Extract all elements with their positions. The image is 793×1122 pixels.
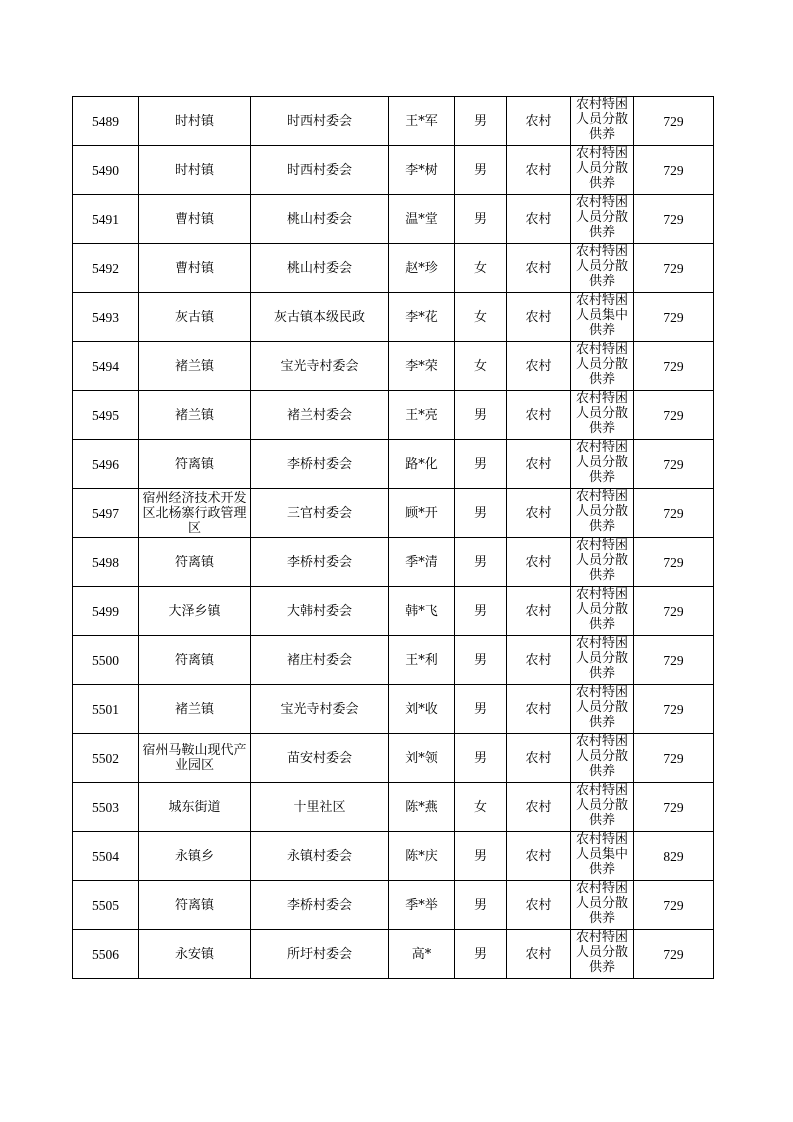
village-cell: 李桥村委会 (251, 440, 389, 489)
support-category-cell (571, 832, 634, 881)
town-cell (139, 538, 251, 587)
gender-cell: 男 (455, 489, 507, 538)
amount-cell: 729 (634, 195, 714, 244)
person-name-cell: 刘*领 (389, 734, 455, 783)
village-cell: 褚庄村委会 (251, 636, 389, 685)
person-name-cell: 李*荣 (389, 342, 455, 391)
person-name-cell: 李*树 (389, 146, 455, 195)
support-category-cell (571, 146, 634, 195)
town-cell (139, 734, 251, 783)
person-name-cell: 路*化 (389, 440, 455, 489)
gender-cell: 男 (455, 146, 507, 195)
town-cell (139, 391, 251, 440)
gender-cell: 男 (455, 734, 507, 783)
gender-cell: 男 (455, 832, 507, 881)
town-cell-text: 城东街道 (168, 799, 221, 815)
town-cell (139, 342, 251, 391)
support-category-cell (571, 734, 634, 783)
row-number-cell: 5501 (73, 685, 139, 734)
amount-cell: 729 (634, 97, 714, 146)
support-category-cell (571, 244, 634, 293)
table-row (73, 881, 714, 930)
support-category-cell (571, 342, 634, 391)
table-row (73, 391, 714, 440)
support-category-cell-text: 农村特困人员分散供养 (575, 97, 628, 142)
table-row (73, 734, 714, 783)
area-type-cell: 农村 (507, 440, 571, 489)
amount-cell: 729 (634, 391, 714, 440)
town-cell-text: 时村镇 (174, 113, 214, 129)
table-row (73, 489, 714, 538)
amount-cell: 729 (634, 881, 714, 930)
amount-cell: 729 (634, 685, 714, 734)
person-name-cell: 王*亮 (389, 391, 455, 440)
support-category-cell-text: 农村特困人员分散供养 (575, 195, 628, 240)
town-cell (139, 195, 251, 244)
village-cell: 永镇村委会 (251, 832, 389, 881)
town-cell-text: 曹村镇 (174, 260, 214, 276)
town-cell-text: 永安镇 (174, 946, 214, 962)
amount-cell: 729 (634, 146, 714, 195)
town-cell-text: 曹村镇 (174, 211, 214, 227)
area-type-cell: 农村 (507, 146, 571, 195)
table-row (73, 636, 714, 685)
town-cell-text: 褚兰镇 (174, 407, 214, 423)
row-number-cell: 5490 (73, 146, 139, 195)
support-category-cell (571, 97, 634, 146)
support-category-cell (571, 881, 634, 930)
person-name-cell: 刘*收 (389, 685, 455, 734)
area-type-cell: 农村 (507, 734, 571, 783)
village-cell: 三官村委会 (251, 489, 389, 538)
town-cell (139, 440, 251, 489)
gender-cell: 男 (455, 636, 507, 685)
gender-cell: 男 (455, 930, 507, 979)
support-category-cell-text: 农村特困人员分散供养 (575, 489, 628, 534)
village-cell: 十里社区 (251, 783, 389, 832)
area-type-cell: 农村 (507, 244, 571, 293)
amount-cell: 729 (634, 783, 714, 832)
town-cell (139, 881, 251, 930)
support-category-cell-text: 农村特困人员分散供养 (575, 636, 628, 681)
town-cell-text: 褚兰镇 (174, 701, 214, 717)
table-body (73, 97, 714, 979)
amount-cell: 829 (634, 832, 714, 881)
amount-cell: 729 (634, 930, 714, 979)
amount-cell: 729 (634, 293, 714, 342)
table-row (73, 930, 714, 979)
table-row (73, 783, 714, 832)
row-number-cell: 5495 (73, 391, 139, 440)
gender-cell: 女 (455, 293, 507, 342)
person-name-cell: 李*花 (389, 293, 455, 342)
support-category-cell-text: 农村特困人员分散供养 (575, 930, 628, 975)
amount-cell: 729 (634, 440, 714, 489)
person-name-cell: 韩*飞 (389, 587, 455, 636)
village-cell: 李桥村委会 (251, 881, 389, 930)
town-cell-text: 宿州马鞍山现代产业园区 (142, 743, 247, 773)
gender-cell: 男 (455, 587, 507, 636)
gender-cell: 男 (455, 440, 507, 489)
gender-cell: 男 (455, 538, 507, 587)
village-cell: 褚兰村委会 (251, 391, 389, 440)
village-cell: 苗安村委会 (251, 734, 389, 783)
person-name-cell: 季*清 (389, 538, 455, 587)
area-type-cell: 农村 (507, 832, 571, 881)
row-number-cell: 5493 (73, 293, 139, 342)
town-cell (139, 832, 251, 881)
support-category-cell-text: 农村特困人员分散供养 (575, 685, 628, 730)
gender-cell: 男 (455, 195, 507, 244)
gender-cell: 女 (455, 342, 507, 391)
person-name-cell: 王*利 (389, 636, 455, 685)
town-cell (139, 685, 251, 734)
person-name-cell: 陈*庆 (389, 832, 455, 881)
amount-cell: 729 (634, 342, 714, 391)
village-cell: 所圩村委会 (251, 930, 389, 979)
person-name-cell: 陈*燕 (389, 783, 455, 832)
town-cell-text: 褚兰镇 (174, 358, 214, 374)
support-category-cell (571, 391, 634, 440)
row-number-cell: 5496 (73, 440, 139, 489)
table-row (73, 587, 714, 636)
town-cell (139, 783, 251, 832)
support-category-cell (571, 783, 634, 832)
person-name-cell: 顾*开 (389, 489, 455, 538)
village-cell: 时西村委会 (251, 146, 389, 195)
row-number-cell: 5506 (73, 930, 139, 979)
support-category-cell (571, 440, 634, 489)
village-cell: 李桥村委会 (251, 538, 389, 587)
village-cell: 时西村委会 (251, 97, 389, 146)
area-type-cell: 农村 (507, 195, 571, 244)
person-name-cell: 高* (389, 930, 455, 979)
table-row (73, 440, 714, 489)
support-category-cell-text: 农村特困人员分散供养 (575, 391, 628, 436)
area-type-cell: 农村 (507, 783, 571, 832)
row-number-cell: 5500 (73, 636, 139, 685)
support-category-cell (571, 636, 634, 685)
amount-cell: 729 (634, 734, 714, 783)
area-type-cell: 农村 (507, 97, 571, 146)
town-cell (139, 489, 251, 538)
town-cell (139, 244, 251, 293)
person-name-cell: 温*堂 (389, 195, 455, 244)
amount-cell: 729 (634, 538, 714, 587)
person-name-cell: 王*军 (389, 97, 455, 146)
village-cell: 桃山村委会 (251, 195, 389, 244)
amount-cell: 729 (634, 587, 714, 636)
support-category-cell-text: 农村特困人员分散供养 (575, 440, 628, 485)
area-type-cell: 农村 (507, 636, 571, 685)
row-number-cell: 5499 (73, 587, 139, 636)
row-number-cell: 5494 (73, 342, 139, 391)
amount-cell: 729 (634, 489, 714, 538)
support-category-cell-text: 农村特困人员分散供养 (575, 783, 628, 828)
village-cell: 桃山村委会 (251, 244, 389, 293)
table-row (73, 685, 714, 734)
gender-cell: 男 (455, 391, 507, 440)
area-type-cell: 农村 (507, 685, 571, 734)
area-type-cell: 农村 (507, 587, 571, 636)
person-name-cell: 季*举 (389, 881, 455, 930)
town-cell-text: 时村镇 (174, 162, 214, 178)
support-category-cell-text: 农村特困人员分散供养 (575, 244, 628, 289)
area-type-cell: 农村 (507, 881, 571, 930)
gender-cell: 男 (455, 881, 507, 930)
support-category-cell (571, 293, 634, 342)
table-row (73, 146, 714, 195)
support-category-cell-text: 农村特困人员集中供养 (575, 832, 628, 877)
support-category-cell (571, 489, 634, 538)
row-number-cell: 5498 (73, 538, 139, 587)
support-category-cell-text: 农村特困人员分散供养 (575, 538, 628, 583)
support-category-cell (571, 930, 634, 979)
table-row (73, 538, 714, 587)
row-number-cell: 5497 (73, 489, 139, 538)
table-row (73, 97, 714, 146)
town-cell-text: 符离镇 (174, 652, 214, 668)
support-category-cell-text: 农村特困人员分散供养 (575, 587, 628, 632)
support-category-cell-text: 农村特困人员分散供养 (575, 734, 628, 779)
village-cell: 宝光寺村委会 (251, 342, 389, 391)
support-category-cell-text: 农村特困人员分散供养 (575, 881, 628, 926)
support-category-cell (571, 195, 634, 244)
row-number-cell: 5492 (73, 244, 139, 293)
amount-cell: 729 (634, 636, 714, 685)
area-type-cell: 农村 (507, 342, 571, 391)
town-cell-text: 宿州经济技术开发区北杨寨行政管理区 (142, 490, 247, 536)
area-type-cell: 农村 (507, 293, 571, 342)
town-cell-text: 永镇乡 (174, 848, 214, 864)
area-type-cell: 农村 (507, 391, 571, 440)
area-type-cell: 农村 (507, 930, 571, 979)
support-category-cell-text: 农村特困人员分散供养 (575, 146, 628, 191)
gender-cell: 男 (455, 685, 507, 734)
town-cell-text: 符离镇 (174, 456, 214, 472)
town-cell-text: 符离镇 (174, 897, 214, 913)
row-number-cell: 5502 (73, 734, 139, 783)
row-number-cell: 5489 (73, 97, 139, 146)
support-category-cell (571, 685, 634, 734)
table-row (73, 195, 714, 244)
gender-cell: 男 (455, 97, 507, 146)
row-number-cell: 5505 (73, 881, 139, 930)
gender-cell: 女 (455, 783, 507, 832)
area-type-cell: 农村 (507, 489, 571, 538)
table-row (73, 342, 714, 391)
records-table (72, 96, 714, 979)
table-row (73, 832, 714, 881)
support-category-cell-text: 农村特困人员集中供养 (575, 293, 628, 338)
amount-cell: 729 (634, 244, 714, 293)
gender-cell: 女 (455, 244, 507, 293)
person-name-cell: 赵*珍 (389, 244, 455, 293)
table-row (73, 293, 714, 342)
town-cell-text: 灰古镇 (174, 309, 214, 325)
village-cell: 灰古镇本级民政 (251, 293, 389, 342)
area-type-cell: 农村 (507, 538, 571, 587)
town-cell-text: 符离镇 (174, 554, 214, 570)
town-cell (139, 146, 251, 195)
town-cell (139, 97, 251, 146)
support-category-cell (571, 587, 634, 636)
row-number-cell: 5503 (73, 783, 139, 832)
row-number-cell: 5504 (73, 832, 139, 881)
row-number-cell: 5491 (73, 195, 139, 244)
town-cell (139, 930, 251, 979)
town-cell (139, 636, 251, 685)
town-cell (139, 293, 251, 342)
village-cell: 宝光寺村委会 (251, 685, 389, 734)
table-row (73, 244, 714, 293)
town-cell-text: 大泽乡镇 (168, 603, 221, 619)
support-category-cell (571, 538, 634, 587)
village-cell: 大韩村委会 (251, 587, 389, 636)
town-cell (139, 587, 251, 636)
support-category-cell-text: 农村特困人员分散供养 (575, 342, 628, 387)
